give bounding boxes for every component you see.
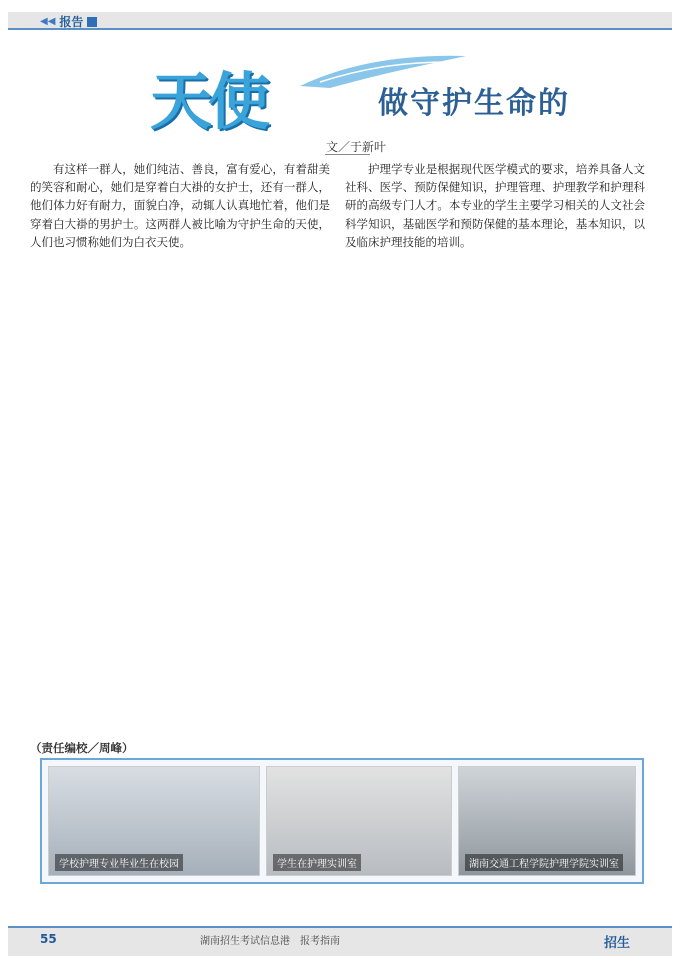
paragraph: 护理学专业是根据现代医学模式的要求，培养具备人文社科、医学、预防保健知识，护理管理、护理教学和护理科研的高级专门人才。本专业的学生主要学习相关的人文社会科学知识，基础医学和预防保健的基本理论，基本知识，以及临床护理技能的培训。 (345, 162, 645, 249)
page-footer (0, 920, 680, 972)
page-header (0, 0, 680, 40)
body-column-left (30, 160, 330, 253)
byline: 文／于新叶 (326, 140, 387, 154)
editor-credit: （责任编校／周峰） (30, 741, 134, 755)
photo-caption: 学校护理专业毕业生在校园 (55, 854, 183, 871)
body-column-right (345, 160, 645, 253)
page-number: 55 (40, 932, 57, 946)
photo-building (48, 766, 260, 876)
section-square-icon (87, 17, 97, 27)
photo-caption: 湖南交通工程学院护理学院实训室 (465, 854, 623, 871)
arrow-left-icon: ◀◀ (40, 16, 56, 27)
section-tag (40, 13, 97, 30)
header-bar (8, 12, 672, 30)
paragraph: 有这样一群人，她们纯洁、善良，富有爱心，有着甜美的笑容和耐心，她们是穿着白大褂的女护士，还有一群人，他们体力好有耐力，面貌白净，动辄人认真地忙着，他们是穿着白大褂的男护士。这两群人被比喻为守护生命的天使，人们也习惯称她们为白衣天使。 (30, 162, 330, 249)
section-label: 报告 (59, 15, 84, 29)
title-sub: 做守护生命的 (378, 86, 570, 121)
article-title (150, 52, 570, 138)
photo-strip (40, 758, 644, 884)
footer-runner: 湖南招生考试信息港 报考指南 (200, 936, 340, 947)
photo-lab (458, 766, 636, 876)
title-main: 天使 (150, 65, 267, 138)
magazine-name: 招生 (603, 936, 630, 951)
byline-divider (325, 154, 370, 155)
photo-classroom (266, 766, 452, 876)
photo-caption: 学生在护理实训室 (273, 854, 361, 871)
footer-bar (8, 926, 672, 956)
